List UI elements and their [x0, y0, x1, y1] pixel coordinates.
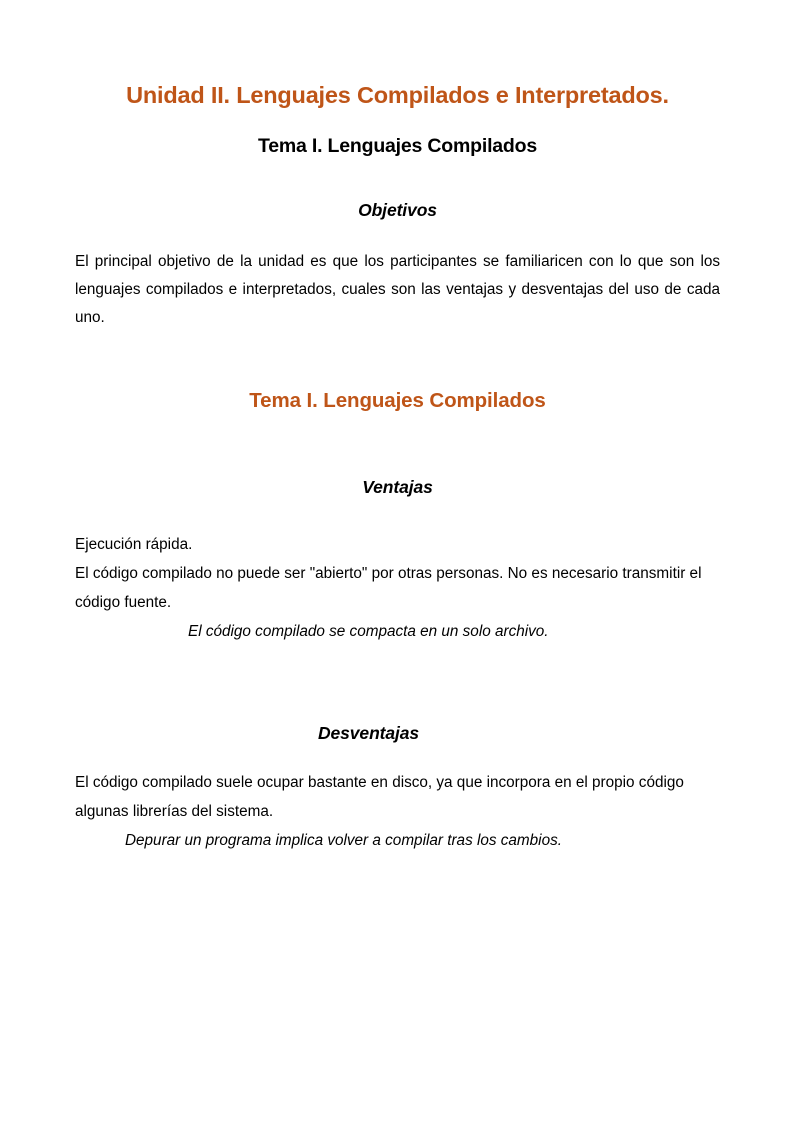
ventajas-item-3: El código compilado se compacta en un solo archivo. — [188, 622, 549, 640]
page-title: Unidad II. Lenguajes Compilados e Interpretados. — [126, 82, 669, 108]
ventajas-item-2: El código compilado no puede ser "abierto" por otras personas. No es necesario transmitir el código fuente. — [75, 564, 702, 611]
desventajas-list — [75, 744, 720, 855]
section-heading-ventajas: Ventajas — [362, 476, 433, 497]
section-heading-desventajas: Desventajas — [318, 722, 420, 743]
desventajas-item-1: El código compilado suele ocupar bastante en disco, ya que incorpora en el propio código algunas librerías del sistema. — [75, 773, 684, 820]
subject-heading: Tema I. Lenguajes Compilados — [257, 134, 538, 157]
ventajas-list — [75, 498, 720, 646]
desventajas-item-2: Depurar un programa implica volver a compilar tras los cambios. — [125, 831, 562, 849]
topic-heading: Tema I. Lenguajes Compilados — [249, 389, 546, 413]
objetivos-paragraph: El principal objetivo de la unidad es que los participantes se familiaricen con lo que son los lenguajes compilados e interpretados, cuales son las ventajas y desventajas del uso de cada uno. — [75, 253, 720, 327]
section-heading-objetivos: Objetivos — [358, 200, 437, 221]
ventajas-item-1: Ejecución rápida. — [75, 535, 193, 553]
document-content — [75, 0, 720, 855]
